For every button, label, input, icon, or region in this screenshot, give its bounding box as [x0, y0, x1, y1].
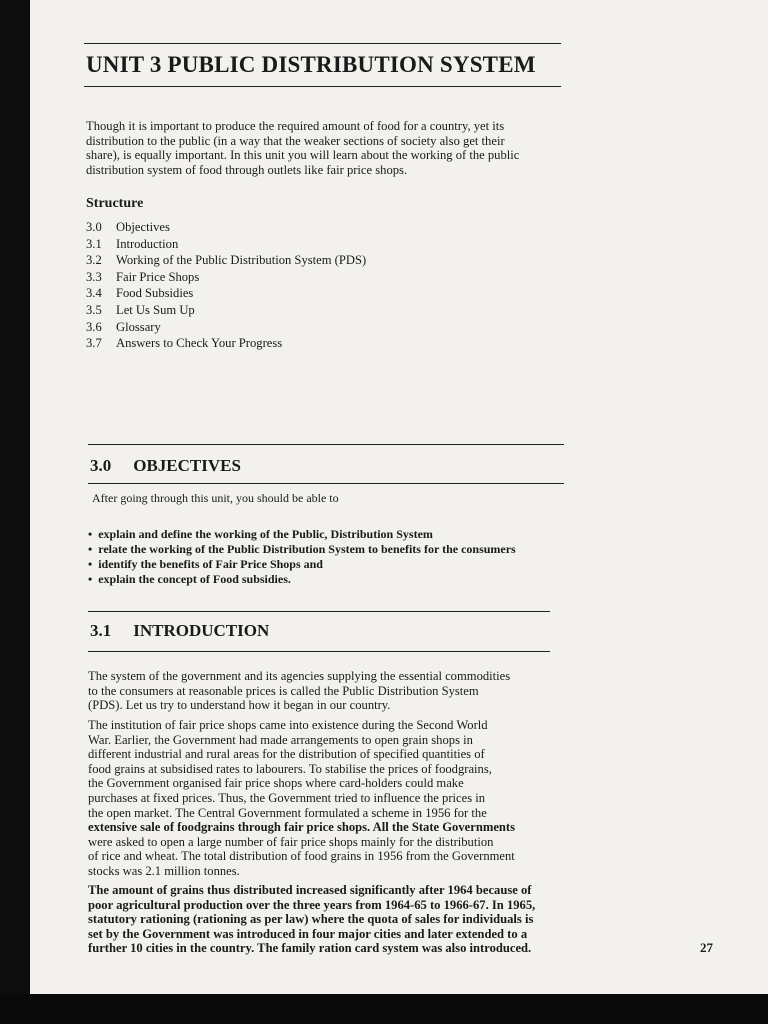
toc-num: 3.6 — [86, 319, 102, 334]
section-number: 3.1 — [90, 621, 112, 640]
paragraph-line: the Government organised fair price shops where card-holders could make — [88, 776, 464, 791]
structure-list — [86, 219, 366, 352]
intro-line: distribution system of food through outlets like fair price shops. — [86, 162, 408, 177]
toc-num: 3.7 — [86, 336, 102, 351]
paragraph-line: set by the Government was introduced in four major cities and later extended to a — [88, 926, 528, 941]
page-number: 27 — [700, 940, 713, 955]
intro-line: share), is equally important. In this unit you will learn about the working of the public — [86, 148, 520, 163]
intro-line: Though it is important to produce the required amount of food for a country, yet its — [86, 119, 505, 133]
toc-label: Fair Price Shops — [116, 269, 200, 284]
toc-label: Food Subsidies — [116, 286, 194, 301]
objectives-lead: After going through this unit, you should be able to — [92, 491, 339, 505]
paragraph-line: purchases at fixed prices. Thus, the Government tried to influence the prices in — [88, 791, 486, 805]
toc-num: 3.1 — [86, 236, 102, 251]
introduction-top-rule — [88, 611, 550, 612]
section-number: 3.0 — [90, 456, 112, 475]
paragraph-line: poor agricultural production over the three years from 1964-65 to 1966-67. In 1965, — [88, 897, 536, 912]
toc-item — [86, 285, 366, 302]
toc-label: Glossary — [116, 319, 161, 334]
toc-num: 3.5 — [86, 302, 102, 317]
paragraph-line: extensive sale of foodgrains through fair price shops. All the State Governments — [88, 820, 516, 835]
objective-item: • explain and define the working of the Public, Distribution System — [88, 527, 516, 542]
section-title: INTRODUCTION — [133, 621, 270, 640]
toc-item — [86, 252, 366, 269]
toc-item — [86, 219, 366, 236]
title-top-rule — [84, 43, 561, 44]
toc-num: 3.3 — [86, 269, 102, 284]
toc-num: 3.0 — [86, 220, 102, 234]
paragraph-line: statutory rationing (rationing as per law) where the quota of sales for individuals is — [88, 912, 534, 927]
paragraph-line: The institution of fair price shops came into existence during the Second World — [88, 718, 488, 732]
objective-item: • identify the benefits of Fair Price Shops and — [88, 557, 516, 572]
paragraph-line: of rice and wheat. The total distribution of food grains in 1956 from the Government — [88, 849, 515, 864]
toc-item — [86, 335, 366, 352]
paragraph-line: The system of the government and its agencies supplying the essential commodities — [88, 669, 511, 683]
paragraph-line: stocks was 2.1 million tonnes. — [88, 864, 240, 878]
toc-item — [86, 319, 366, 336]
paragraph-line: The amount of grains thus distributed increased significantly after 1964 because of — [88, 883, 532, 897]
objectives-list — [88, 527, 516, 587]
paragraph-line: food grains at subsidised rates to labourers. To stabilise the prices of foodgrains, — [88, 761, 492, 776]
paragraph-line: the open market. The Central Government formulated a scheme in 1956 for the — [88, 805, 487, 820]
objectives-top-rule — [88, 444, 564, 445]
paragraph-line: were asked to open a large number of fair price shops mainly for the distribution — [88, 834, 494, 849]
scan-shadow-edge — [0, 0, 30, 1024]
unit-title: UNIT 3 PUBLIC DISTRIBUTION SYSTEM — [86, 52, 536, 77]
objective-item: • explain the concept of Food subsidies. — [88, 572, 516, 587]
toc-item — [86, 236, 366, 253]
toc-label: Working of the Public Distribution System (PDS) — [116, 253, 367, 268]
toc-label: Let Us Sum Up — [116, 302, 195, 317]
toc-item — [86, 302, 366, 319]
toc-label: Objectives — [116, 220, 170, 234]
toc-label: Answers to Check Your Progress — [116, 336, 283, 351]
introduction-heading — [90, 621, 269, 641]
toc-label: Introduction — [116, 236, 179, 251]
scan-bottom-band — [0, 994, 768, 1024]
toc-num: 3.4 — [86, 286, 102, 301]
toc-num: 3.2 — [86, 253, 102, 268]
intro-line: distribution to the public (in a way that the weaker sections of society also get their — [86, 133, 505, 148]
paragraph-line: (PDS). Let us try to understand how it began in our country. — [88, 698, 391, 713]
paragraph-line: War. Earlier, the Government had made arrangements to open grain shops in — [88, 732, 473, 747]
objectives-bottom-rule — [88, 483, 564, 484]
toc-item — [86, 269, 366, 286]
section-title: OBJECTIVES — [133, 456, 241, 475]
objectives-heading — [90, 456, 241, 476]
structure-heading: Structure — [86, 196, 144, 211]
title-bottom-rule — [84, 86, 561, 87]
paragraph-line: different industrial and rural areas for the distribution of specified quantities of — [88, 747, 485, 762]
paragraph-line: further 10 cities in the country. The family ration card system was also introduced. — [88, 941, 532, 956]
paragraph-line: to the consumers at reasonable prices is called the Public Distribution System — [88, 683, 479, 698]
objective-item: • relate the working of the Public Distribution System to benefits for the consumers — [88, 542, 516, 557]
introduction-bottom-rule — [88, 651, 550, 652]
